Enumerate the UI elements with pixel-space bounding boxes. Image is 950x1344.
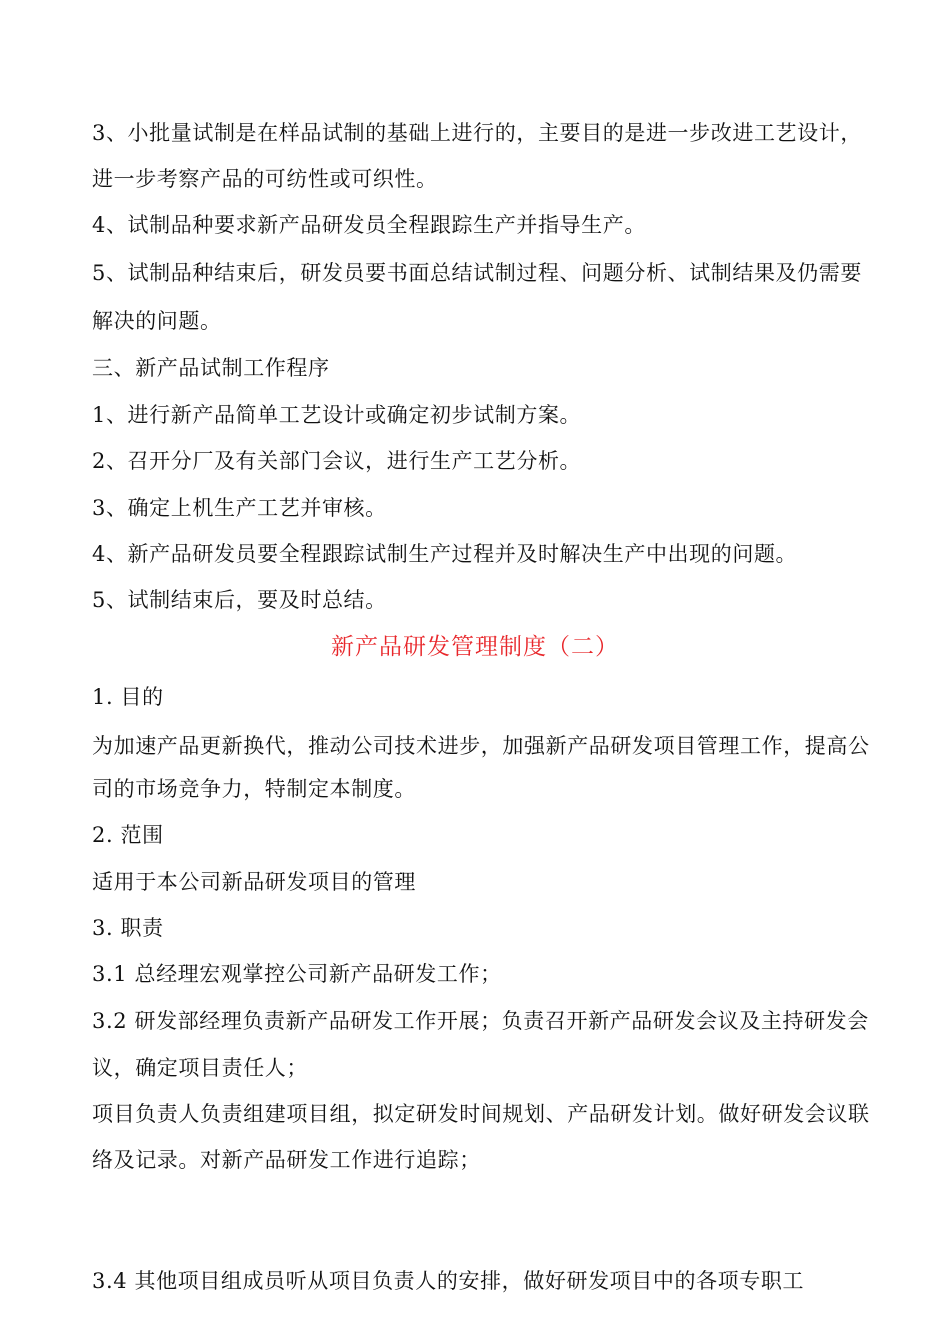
- paragraph-5-line-2: 解决的问题。: [92, 309, 222, 333]
- scope-body: 适用于本公司新品研发项目的管理: [92, 870, 416, 894]
- purpose-line-1: 为加速产品更新换代，推动公司技术进步，加强新产品研发项目管理工作，提高公: [92, 734, 870, 758]
- purpose-line-2: 司的市场竞争力，特制定本制度。: [92, 777, 416, 801]
- responsibility-3-3-line-2: 络及记录。对新产品研发工作进行追踪；: [92, 1148, 481, 1172]
- responsibility-title: 3. 职责: [92, 916, 164, 940]
- responsibility-3-2-line-2: 议，确定项目责任人；: [92, 1056, 308, 1080]
- scope-title: 2. 范围: [92, 823, 164, 847]
- section-3-item-5: 5、试制结束后，要及时总结。: [92, 588, 387, 612]
- document-heading: 新产品研发管理制度（二）: [331, 634, 619, 660]
- responsibility-3-4: 3.4 其他项目组成员听从项目负责人的安排，做好研发项目中的各项专职工: [92, 1269, 805, 1293]
- paragraph-5-line-1: 5、试制品种结束后，研发员要书面总结试制过程、问题分析、试制结果及仍需要: [92, 261, 862, 285]
- responsibility-3-3-line-1: 项目负责人负责组建项目组，拟定研发时间规划、产品研发计划。做好研发会议联: [92, 1102, 870, 1126]
- purpose-title: 1. 目的: [92, 685, 164, 709]
- paragraph-4: 4、试制品种要求新产品研发员全程跟踪生产并指导生产。: [92, 213, 646, 237]
- responsibility-3-1: 3.1 总经理宏观掌控公司新产品研发工作；: [92, 962, 502, 986]
- paragraph-3-line-1: 3、小批量试制是在样品试制的基础上进行的，主要目的是进一步改进工艺设计，: [92, 121, 862, 145]
- section-3-item-1: 1、进行新产品简单工艺设计或确定初步试制方案。: [92, 403, 582, 427]
- section-3-item-2: 2、召开分厂及有关部门会议，进行生产工艺分析。: [92, 449, 582, 473]
- section-3-item-4: 4、新产品研发员要全程跟踪试制生产过程并及时解决生产中出现的问题。: [92, 542, 798, 566]
- responsibility-3-2-line-1: 3.2 研发部经理负责新产品研发工作开展；负责召开新产品研发会议及主持研发会: [92, 1009, 869, 1033]
- section-3-item-3: 3、确定上机生产工艺并审核。: [92, 496, 387, 520]
- paragraph-3-line-2: 进一步考察产品的可纺性或可织性。: [92, 167, 438, 191]
- section-3-title: 三、新产品试制工作程序: [92, 356, 330, 380]
